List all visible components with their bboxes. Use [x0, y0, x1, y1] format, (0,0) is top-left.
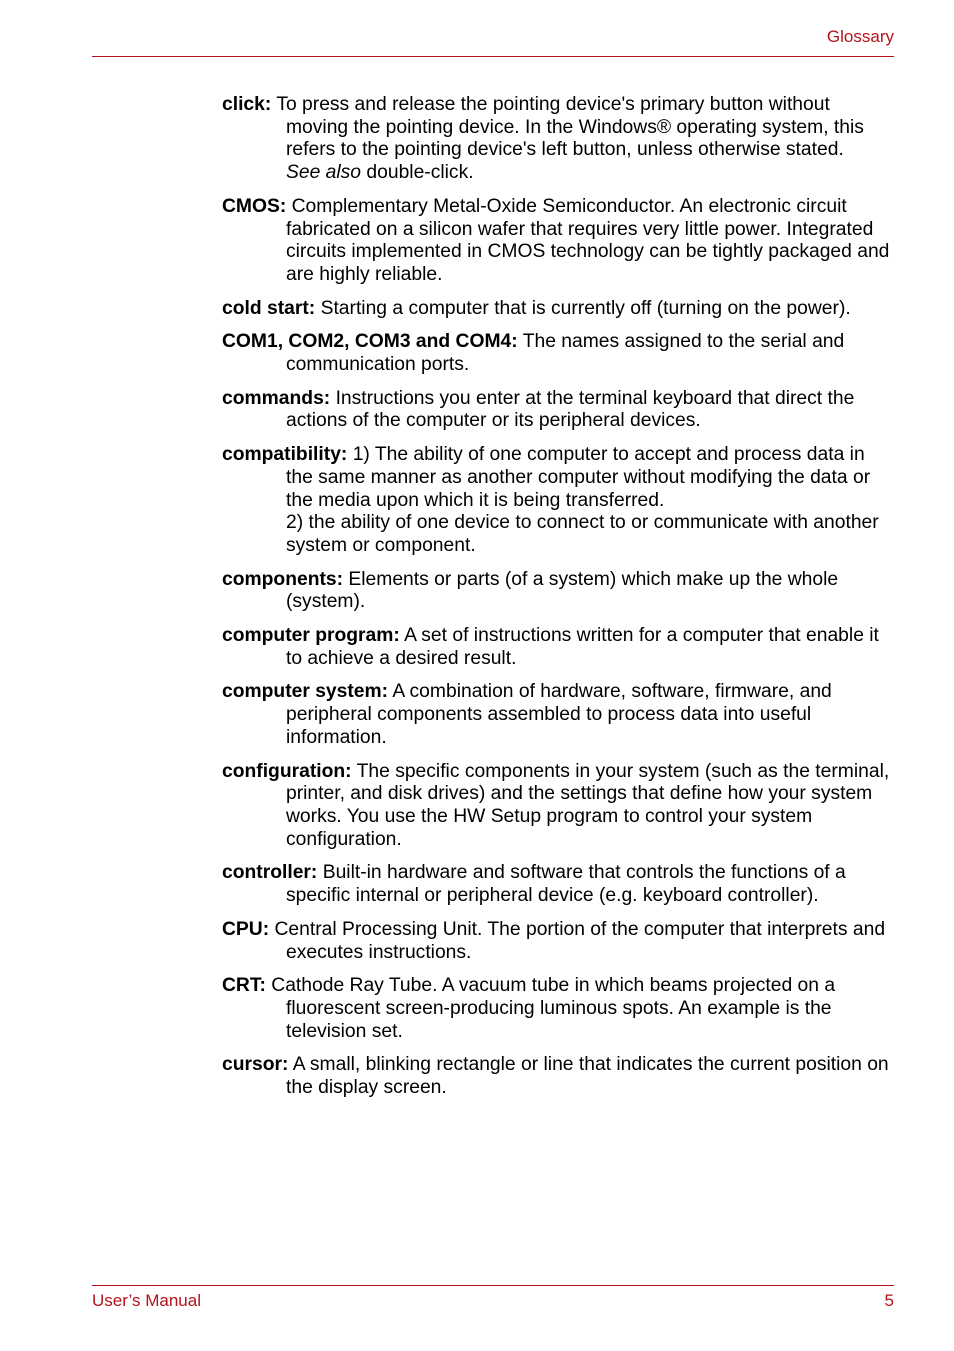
glossary-definition: 1) The ability of one computer to accept and process data in the same manner as another computer without modifying the data or the media upon which it is being transferred. [286, 444, 871, 511]
footer-rule [92, 1285, 894, 1286]
glossary-entry-computer-system [222, 681, 894, 749]
glossary-term: COM1, COM2, COM3 and COM4: [222, 331, 518, 353]
glossary-definition: Cathode Ray Tube. A vacuum tube in which beams projected on a fluorescent screen-producing luminous spots. An example is the television set. [271, 975, 836, 1042]
footer-manual-title: User’s Manual [92, 1291, 201, 1310]
glossary-term: cursor: [222, 1054, 289, 1076]
glossary-entry-components [222, 569, 894, 614]
glossary-term: click: [222, 94, 272, 115]
glossary-term: CRT: [222, 975, 266, 997]
glossary-term: cold start: [222, 297, 316, 319]
glossary-definition: Complementary Metal-Oxide Semiconductor. An electronic circuit fabricated on a silicon wafer that requires very little power. Integrated circuits implemented in CMOS technology can be tightly packaged and are highly reliable. [286, 195, 890, 285]
glossary-term: configuration: [222, 760, 352, 782]
glossary-entry-commands [222, 388, 894, 433]
page-number: 5 [884, 1291, 894, 1310]
glossary-term: computer program: [222, 625, 400, 647]
glossary-definition: Starting a computer that is currently off (turning on the power). [320, 297, 851, 319]
glossary-definition: Central Processing Unit. The portion of the computer that interprets and executes instructions. [274, 918, 886, 963]
glossary-definition: Built-in hardware and software that controls the functions of a specific internal or peripheral device (e.g. keyboard controller). [286, 862, 846, 907]
glossary-entry-cursor [222, 1054, 894, 1099]
glossary-term: components: [222, 568, 344, 590]
glossary-entry-cmos [222, 196, 894, 287]
running-header: Glossary [826, 27, 894, 46]
glossary-entry-computer-program [222, 625, 894, 670]
glossary-definition: A small, blinking rectangle or line that indicates the current position on the display screen. [286, 1054, 889, 1099]
glossary-definition: To press and release the pointing device's primary button without moving the pointing device. In the Windows® operating system, this refers to the pointing device's left button, unless otherwise stated. [276, 94, 864, 161]
glossary-definition: The names assigned to the serial and communication ports. [286, 331, 845, 376]
glossary-definition: Instructions you enter at the terminal keyboard that direct the actions of the computer or its peripheral devices. [286, 387, 855, 432]
see-also-label: See also [286, 162, 362, 184]
glossary-definition-continued: 2) the ability of one device to connect to or communicate with another system or component. [286, 512, 879, 556]
glossary-definition: The specific components in your system (such as the terminal, printer, and disk drives) and the settings that define how your system works. You use the HW Setup program to control your system configuration. [286, 760, 890, 850]
glossary-entry-com-ports [222, 331, 894, 376]
glossary-definition: A combination of hardware, software, firmware, and peripheral components assembled to process data into useful information. [286, 681, 832, 748]
glossary-entry-configuration [222, 761, 894, 852]
glossary-term: CMOS: [222, 195, 287, 217]
glossary-definition: Elements or parts (of a system) which make up the whole (system). [286, 568, 839, 613]
glossary-entry-click [222, 94, 894, 185]
glossary-definition: A set of instructions written for a computer that enable it to achieve a desired result. [286, 625, 879, 669]
glossary-entry-cpu [222, 919, 894, 964]
header-rule [92, 56, 894, 57]
glossary-entry-crt [222, 975, 894, 1043]
glossary-entry-controller [222, 862, 894, 907]
glossary-term: controller: [222, 862, 318, 884]
glossary-entry-cold-start [222, 298, 894, 321]
glossary-term: computer system: [222, 681, 389, 703]
glossary-term: CPU: [222, 918, 270, 940]
glossary-term: commands: [222, 387, 331, 409]
glossary-list [222, 94, 894, 1111]
glossary-entry-compatibility [222, 444, 894, 558]
glossary-term: compatibility: [222, 444, 348, 466]
see-also-reference: double-click. [366, 162, 474, 184]
